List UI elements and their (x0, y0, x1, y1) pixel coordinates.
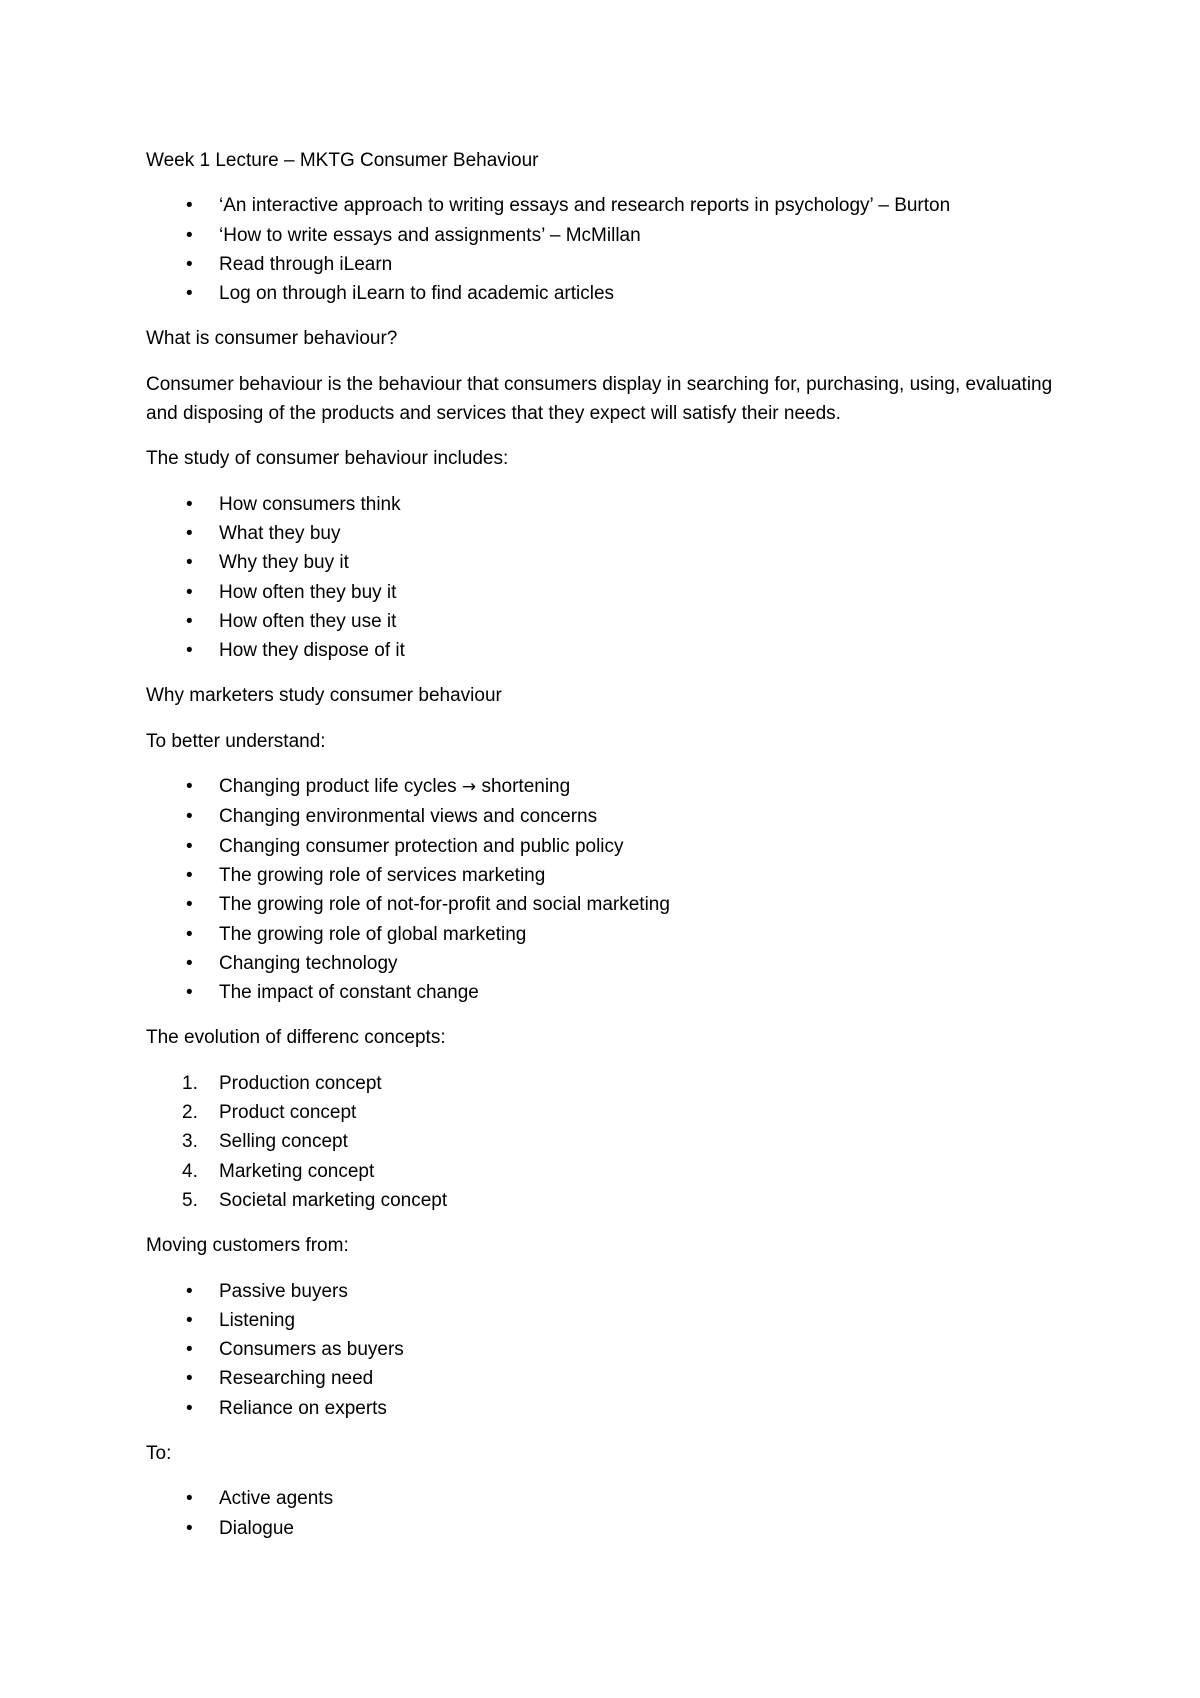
list-item-text: Production concept (219, 1072, 382, 1094)
list-number: 3. (182, 1131, 198, 1153)
list-item (146, 772, 1066, 802)
list-item: • The impact of constant change (146, 978, 1066, 1007)
list-number: 5. (182, 1189, 198, 1211)
list-item: • ‘An interactive approach to writing essays and research reports in psychology’ – Burton (146, 191, 1066, 220)
list-item (146, 1157, 1066, 1186)
list-item: • How often they buy it (146, 578, 1066, 607)
list-item: • Researching need (146, 1364, 1066, 1393)
list-item: • Reliance on experts (146, 1394, 1066, 1423)
list-item: • Read through iLearn (146, 250, 1066, 279)
list-item: • Passive buyers (146, 1277, 1066, 1306)
list-item: • The growing role of not-for-profit and social marketing (146, 890, 1066, 919)
list-item: • ‘How to write essays and assignments’ – McMillan (146, 221, 1066, 250)
to-list (146, 1484, 1066, 1543)
document-body (146, 146, 1066, 1559)
definition-paragraph: Consumer behaviour is the behaviour that consumers display in searching for, purchasing, using, evaluating and disposing of the products and services that they expect will satisfy their needs. (146, 373, 1053, 425)
list-item: • Active agents (146, 1484, 1066, 1513)
list-item: • How often they use it (146, 607, 1066, 636)
arrow-right-icon: → (461, 777, 477, 798)
question-heading: What is consumer behaviour? (146, 328, 398, 350)
evolution-heading: The evolution of differenc concepts: (146, 1027, 446, 1049)
list-item (146, 1186, 1066, 1215)
list-item-text: Marketing concept (219, 1160, 375, 1182)
list-item: • Changing environmental views and concerns (146, 802, 1066, 831)
list-item: • Dialogue (146, 1514, 1066, 1543)
list-item-text: Societal marketing concept (219, 1189, 448, 1211)
list-item: • Listening (146, 1306, 1066, 1335)
list-item-text: Product concept (219, 1102, 357, 1124)
readings-list (146, 191, 1066, 308)
list-number: 4. (182, 1160, 198, 1182)
list-item: • What they buy (146, 519, 1066, 548)
list-item (146, 1069, 1066, 1098)
list-item-text: Selling concept (219, 1131, 348, 1153)
list-item: • Changing consumer protection and public policy (146, 832, 1066, 861)
list-item: • Consumers as buyers (146, 1335, 1066, 1364)
list-number: 1. (182, 1072, 198, 1094)
list-item: • Why they buy it (146, 548, 1066, 577)
evolution-list (146, 1069, 1066, 1215)
list-number: 2. (182, 1102, 198, 1124)
list-item (146, 1127, 1066, 1156)
list-item: • Changing technology (146, 949, 1066, 978)
study-heading: The study of consumer behaviour includes: (146, 448, 509, 470)
from-heading: Moving customers from: (146, 1235, 349, 1257)
study-list (146, 490, 1066, 666)
list-item: • How consumers think (146, 490, 1066, 519)
to-heading: To: (146, 1442, 172, 1464)
list-item: • Log on through iLearn to find academic articles (146, 279, 1066, 308)
understand-list (146, 772, 1066, 1007)
understand-heading: To better understand: (146, 730, 326, 752)
list-item-text: Changing product life cycles (219, 776, 457, 798)
from-list (146, 1277, 1066, 1423)
why-heading: Why marketers study consumer behaviour (146, 685, 502, 707)
list-item-text: shortening (481, 776, 571, 798)
document-title: Week 1 Lecture – MKTG Consumer Behaviour (146, 150, 539, 171)
list-item: • The growing role of services marketing (146, 861, 1066, 890)
list-item (146, 1098, 1066, 1127)
list-item: • How they dispose of it (146, 636, 1066, 665)
list-item: • The growing role of global marketing (146, 920, 1066, 949)
